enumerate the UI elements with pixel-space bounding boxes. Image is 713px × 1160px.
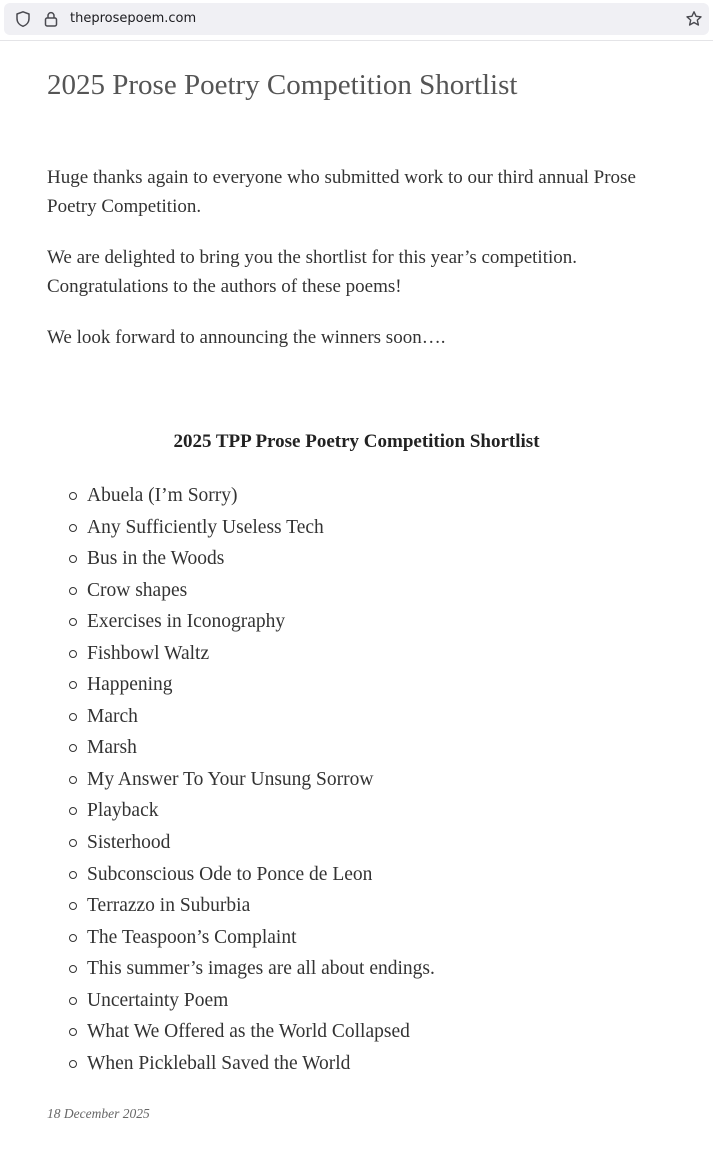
- poem-title: My Answer To Your Unsung Sorrow: [87, 768, 374, 790]
- address-bar[interactable]: [4, 3, 709, 35]
- list-item: [47, 923, 435, 955]
- poem-title: March: [87, 705, 138, 727]
- list-item: [47, 954, 435, 986]
- bullet-icon: [69, 871, 77, 879]
- intro-paragraph: Huge thanks again to everyone who submitted work to our third annual Prose Poetry Competition.: [47, 167, 636, 217]
- poem-title: This summer’s images are all about endings.: [87, 958, 435, 980]
- bullet-icon: [69, 681, 77, 689]
- bullet-icon: [69, 587, 77, 595]
- list-item: [47, 513, 435, 545]
- list-item: [47, 765, 435, 797]
- bullet-icon: [69, 807, 77, 815]
- list-item: [47, 639, 435, 671]
- bullet-icon: [69, 744, 77, 752]
- poem-title: What We Offered as the World Collapsed: [87, 1021, 410, 1043]
- poem-title: Crow shapes: [87, 579, 188, 601]
- poem-title: Abuela (I’m Sorry): [87, 485, 238, 506]
- list-item: [47, 607, 435, 639]
- list-item: [47, 481, 435, 513]
- list-item: [47, 860, 435, 892]
- bullet-icon: [69, 965, 77, 973]
- list-item: [47, 576, 435, 608]
- poem-title: Bus in the Woods: [87, 548, 225, 570]
- poem-title: The Teaspoon’s Complaint: [87, 926, 297, 948]
- page-title: 2025 Prose Poetry Competition Shortlist: [47, 69, 518, 101]
- browser-toolbar: [0, 0, 713, 41]
- bullet-icon: [69, 934, 77, 942]
- list-item: [47, 891, 435, 923]
- poem-title: Exercises in Iconography: [87, 611, 286, 633]
- bullet-icon: [69, 902, 77, 910]
- bullet-icon: [69, 555, 77, 563]
- bullet-icon: [69, 650, 77, 658]
- bullet-icon: [69, 997, 77, 1005]
- poem-title: Playback: [87, 800, 159, 822]
- list-item: [47, 733, 435, 765]
- bullet-icon: [69, 492, 77, 500]
- bullet-icon: [69, 713, 77, 721]
- winners-paragraph: We look forward to announcing the winners soon….: [47, 327, 446, 348]
- bullet-icon: [69, 839, 77, 847]
- poem-title: Sisterhood: [87, 832, 171, 854]
- poem-title: Happening: [87, 674, 173, 696]
- list-item: [47, 1017, 435, 1049]
- bullet-icon: [69, 776, 77, 784]
- poem-title: Uncertainty Poem: [87, 989, 229, 1011]
- poem-title: Subconscious Ode to Ponce de Leon: [87, 863, 373, 885]
- lock-icon[interactable]: [42, 10, 60, 28]
- bullet-icon: [69, 1028, 77, 1036]
- bullet-icon: [69, 618, 77, 626]
- poem-title: Any Sufficiently Useless Tech: [87, 516, 324, 538]
- list-item: [47, 828, 435, 860]
- announcement-paragraph: We are delighted to bring you the shortlist for this year’s competition. Congratulations to the authors of these poems!: [47, 247, 578, 297]
- poem-title: Marsh: [87, 737, 137, 759]
- bullet-icon: [69, 1060, 77, 1068]
- list-item: [47, 702, 435, 734]
- bookmark-star-icon[interactable]: [685, 10, 703, 28]
- list-item: [47, 796, 435, 828]
- list-item: [47, 986, 435, 1018]
- shield-icon[interactable]: [14, 10, 32, 28]
- list-item: [47, 544, 435, 576]
- post-date: 18 December 2025: [47, 1106, 150, 1121]
- shortlist: [47, 481, 435, 1080]
- url-text[interactable]: theprosepoem.com: [70, 11, 197, 26]
- list-item: [47, 1049, 435, 1081]
- bullet-icon: [69, 524, 77, 532]
- list-item: [47, 670, 435, 702]
- shortlist-heading: 2025 TPP Prose Poetry Competition Shortlist: [173, 431, 540, 452]
- poem-title: When Pickleball Saved the World: [87, 1052, 351, 1074]
- poem-title: Fishbowl Waltz: [87, 642, 210, 664]
- poem-title: Terrazzo in Suburbia: [87, 895, 251, 917]
